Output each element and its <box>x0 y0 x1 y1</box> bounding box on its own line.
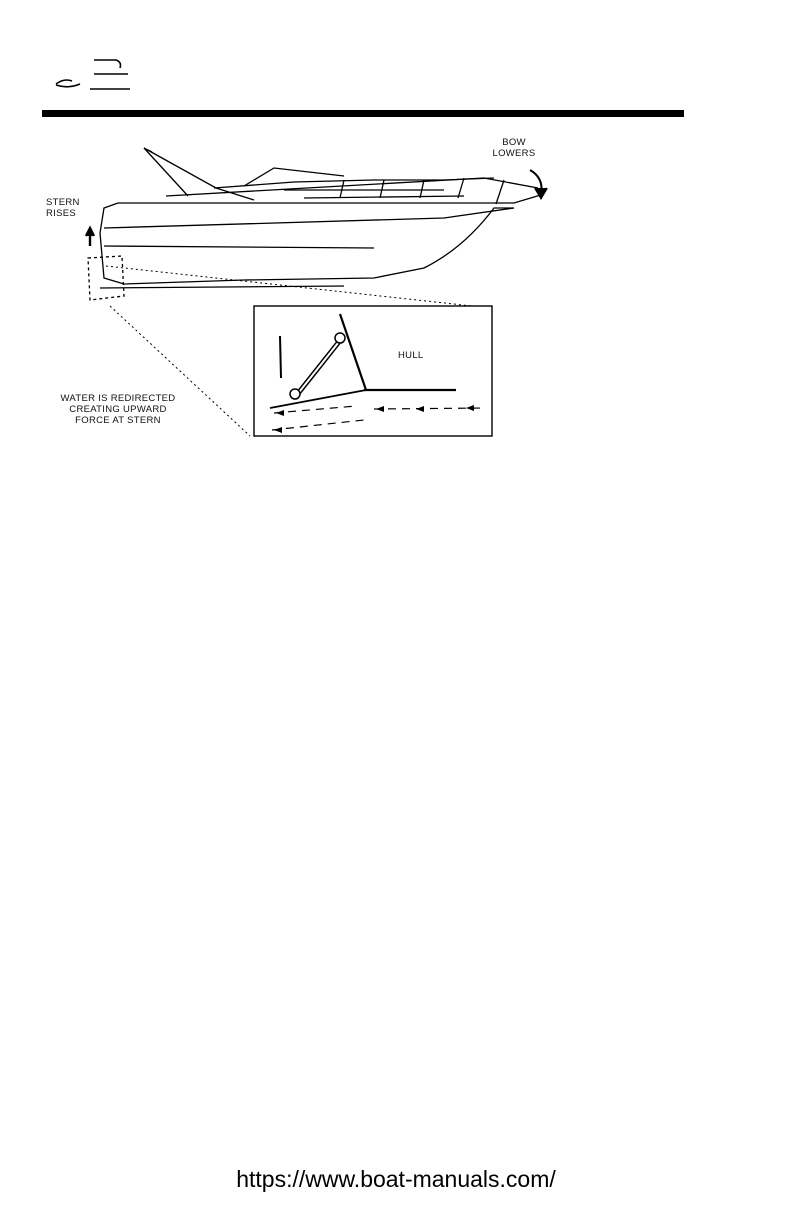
footer-url-link[interactable]: https://www.boat-manuals.com/ <box>236 1166 556 1192</box>
stern-rises-label: STERN RISES <box>46 197 80 219</box>
boat-hull-drawing <box>88 148 544 300</box>
hull-label: HULL <box>398 350 424 361</box>
trim-tab-detail-inset <box>254 306 492 436</box>
water-redirected-label: WATER IS REDIRECTED CREATING UPWARD FORCE AT STERN <box>60 393 176 426</box>
bow-lowers-label: BOW LOWERS <box>492 137 536 159</box>
header-rule <box>42 110 684 117</box>
stern-arrow-icon <box>86 228 94 246</box>
bow-arrow-icon <box>530 170 547 198</box>
section-logo-icon <box>50 54 134 98</box>
